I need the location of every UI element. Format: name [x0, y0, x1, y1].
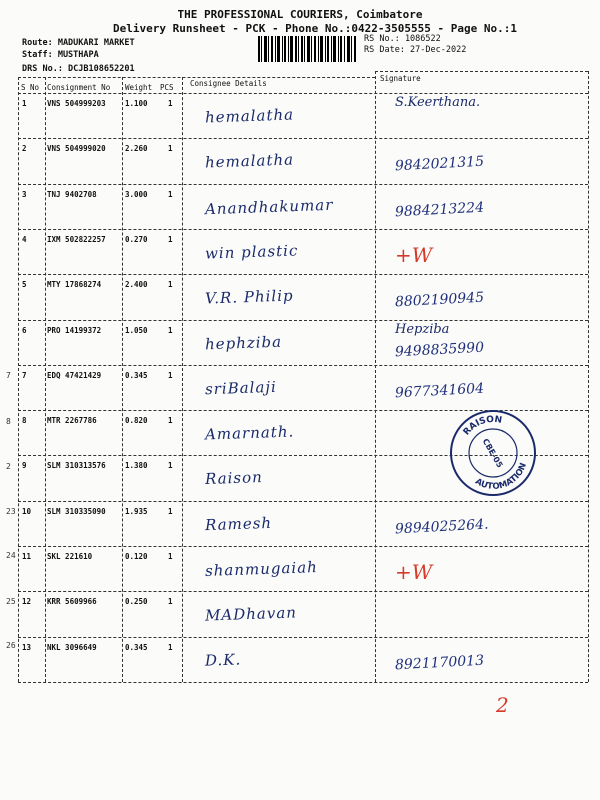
table-rule-vertical — [375, 71, 376, 682]
col-consignee: Consignee Details — [190, 79, 267, 88]
route-label: Route: MADUKARI MARKET — [22, 38, 135, 48]
stamp-top-text: RAISON — [461, 414, 503, 438]
col-weight: Weight — [125, 83, 153, 92]
staff-label: Staff: MUSTHAPA — [22, 50, 99, 60]
row-signature-handwriting: +W — [395, 242, 433, 267]
margin-number: 24 — [6, 551, 16, 560]
col-consignment: Consignment No — [47, 83, 111, 92]
company-stamp — [448, 408, 538, 498]
stamp-bottom-text: AUTOMATION — [473, 461, 529, 492]
row-weight: 1.050 — [125, 325, 148, 335]
row-sno: 10 — [22, 506, 32, 516]
row-consignee-handwriting: hephziba — [204, 332, 283, 353]
row-sno: 6 — [22, 325, 27, 335]
margin-number: 2 — [6, 462, 11, 471]
row-consignee-handwriting: shanmugaiah — [204, 558, 319, 580]
row-sno: 2 — [22, 144, 27, 154]
row-pcs: 1 — [168, 99, 173, 108]
row-pcs: 1 — [168, 461, 173, 471]
row-pcs: 1 — [168, 370, 173, 380]
row-weight: 2.400 — [125, 280, 148, 290]
row-pcs: 1 — [168, 416, 173, 426]
company-title: THE PROFESSIONAL COURIERS, Coimbatore — [177, 8, 423, 21]
row-weight: 3.000 — [125, 189, 148, 199]
row-sno: 8 — [22, 416, 27, 426]
row-weight: 0.345 — [125, 642, 148, 652]
row-phone-handwriting: 8802190945 — [394, 289, 485, 311]
row-consignment-no: TNJ 9402708 — [47, 189, 97, 199]
col-signature: Signature — [380, 74, 421, 83]
row-weight: 0.120 — [125, 552, 148, 561]
row-consignee-handwriting: Ramesh — [204, 513, 273, 534]
row-consignment-no: EDQ 47421429 — [47, 370, 102, 380]
row-consignment-no: MTR 2267786 — [47, 416, 97, 426]
margin-number: 26 — [6, 641, 16, 650]
row-signature-handwriting: S.Keerthana. — [395, 95, 481, 110]
row-consignee-handwriting: D.K. — [204, 649, 242, 670]
row-weight: 1.935 — [125, 506, 148, 516]
row-sno: 3 — [22, 189, 27, 199]
row-sno: 5 — [22, 280, 27, 290]
table-rule-vertical — [45, 77, 46, 682]
row-consignee-handwriting: sriBalaji — [204, 377, 278, 399]
table-rule-horizontal — [18, 365, 588, 366]
row-signature-handwriting: +W — [395, 560, 433, 584]
row-consignment-no: VNS 504999020 — [47, 144, 106, 154]
row-weight: 0.345 — [125, 370, 148, 380]
table-rule-horizontal — [18, 320, 588, 321]
row-pcs: 1 — [168, 642, 173, 652]
row-consignee-handwriting: hemalatha — [204, 105, 295, 127]
row-pcs: 1 — [168, 234, 173, 244]
table-rule-vertical — [182, 77, 183, 682]
margin-number: 23 — [6, 507, 16, 516]
row-weight: 0.820 — [125, 416, 148, 426]
row-weight: 0.270 — [125, 234, 148, 244]
row-sno: 12 — [22, 597, 32, 607]
table-rule-horizontal — [375, 71, 588, 72]
row-weight: 1.380 — [125, 461, 148, 471]
row-pcs: 1 — [168, 189, 173, 199]
table-rule-horizontal — [18, 77, 375, 78]
row-pcs: 1 — [168, 506, 173, 516]
row-sno: 1 — [22, 99, 27, 108]
row-phone-handwriting: 9677341604 — [394, 380, 485, 402]
row-sno: 11 — [22, 552, 32, 561]
margin-number: 7 — [6, 371, 11, 380]
row-consignee-handwriting: hemalatha — [204, 150, 295, 172]
row-phone-handwriting: 8921170013 — [394, 652, 485, 673]
row-pcs: 1 — [168, 144, 173, 154]
table-rule-horizontal — [18, 93, 588, 94]
table-rule-horizontal — [18, 184, 588, 185]
col-sno: S No — [21, 83, 40, 92]
row-consignment-no: IXM 502822257 — [47, 234, 106, 244]
row-weight: 2.260 — [125, 144, 148, 154]
barcode-image — [258, 36, 358, 62]
margin-number: 8 — [6, 417, 11, 426]
row-consignment-no: NKL 3096649 — [47, 642, 97, 652]
row-pcs: 1 — [168, 280, 173, 290]
row-sno: 4 — [22, 234, 27, 244]
rs-date: RS Date: 27-Dec-2022 — [364, 45, 467, 55]
row-phone-handwriting: 9884213224 — [394, 199, 485, 220]
row-consignee-handwriting: MADhavan — [204, 603, 298, 625]
row-consignment-no: SLM 310313576 — [47, 461, 106, 471]
row-sno: 7 — [22, 370, 27, 380]
row-consignee-handwriting: Raison — [204, 468, 264, 489]
row-consignment-no: SLM 310335090 — [47, 506, 106, 516]
row-pcs: 1 — [168, 325, 173, 335]
row-sno: 9 — [22, 461, 27, 471]
table-rule-horizontal — [18, 591, 588, 592]
row-signature-handwriting: Hepziba — [395, 321, 450, 337]
drs-number: DRS No.: DCJB108652201 — [22, 64, 135, 74]
row-consignee-handwriting: Anandhakumar — [204, 195, 334, 218]
row-phone-handwriting: 9842021315 — [394, 153, 485, 175]
table-rule-horizontal — [18, 546, 588, 547]
table-rule-horizontal — [18, 682, 588, 683]
table-rule-horizontal — [18, 274, 588, 275]
row-sno: 13 — [22, 642, 32, 652]
page-mark: 2 — [496, 693, 509, 717]
row-weight: 0.250 — [125, 597, 148, 607]
rs-number: RS No.: 1086522 — [364, 34, 441, 44]
margin-number: 25 — [6, 597, 16, 606]
runsheet-title: Delivery Runsheet - PCK - Phone No.:0422-3505555 - Page No.:1 — [113, 22, 517, 35]
row-consignment-no: KRR 5609966 — [47, 597, 97, 607]
row-phone-handwriting: 9498835990 — [394, 339, 485, 360]
stamp-center-text: CBE-05 — [480, 437, 505, 470]
table-rule-horizontal — [18, 501, 588, 502]
row-consignee-handwriting: win plastic — [204, 241, 299, 263]
row-consignment-no: SKL 221610 — [47, 552, 93, 561]
row-consignee-handwriting: Amarnath. — [204, 422, 295, 444]
row-consignee-handwriting: V.R. Philip — [204, 286, 294, 308]
row-pcs: 1 — [168, 597, 173, 607]
row-consignment-no: VNS 504999203 — [47, 99, 106, 108]
table-rule-vertical — [18, 77, 19, 682]
row-pcs: 1 — [168, 552, 173, 561]
svg-text:RAISON — [460, 410, 506, 439]
row-consignment-no: MTY 17868274 — [47, 280, 102, 290]
row-consignment-no: PRO 14199372 — [47, 325, 102, 335]
table-rule-horizontal — [18, 138, 588, 139]
table-rule-vertical — [588, 71, 589, 682]
row-weight: 1.100 — [125, 99, 148, 108]
table-rule-vertical — [122, 77, 123, 682]
table-rule-horizontal — [18, 637, 588, 638]
row-phone-handwriting: 9894025264. — [394, 516, 489, 538]
col-pcs: PCS — [160, 83, 174, 92]
table-rule-horizontal — [18, 229, 588, 230]
